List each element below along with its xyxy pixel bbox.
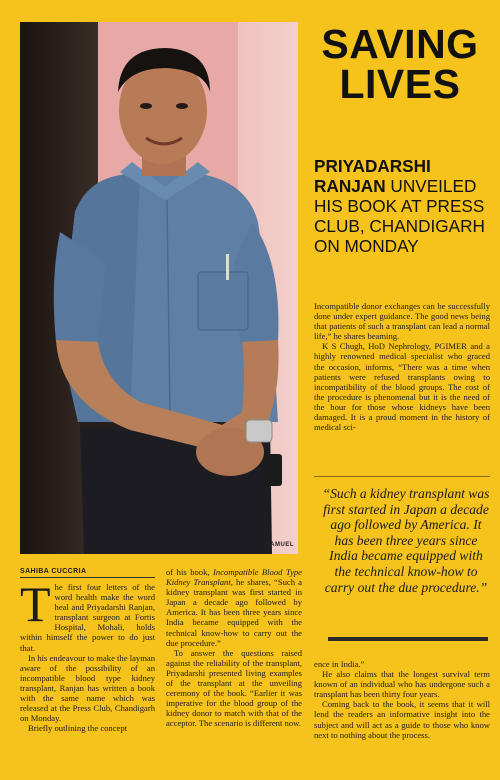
paragraph: Coming back to the book, it seems that it will lend the readers an informative insight into the subject and will act as a guide to those who know next to nothing about the process.	[314, 699, 490, 740]
drop-cap: T	[20, 576, 51, 632]
pull-quote-bar	[328, 637, 488, 641]
portrait-photo	[20, 22, 298, 554]
subheadline	[314, 156, 490, 256]
paragraph	[166, 567, 302, 648]
paragraph: To answer the questions raised against the reliability of the transplant, Priyadarshi presented living examples of the transplant at the unveiling ceremony of the book. “Earlier it was imperative for the blood group of the kidney donor to match with that of the acceptor. The scenario is different now.	[166, 647, 302, 729]
paragraph: Briefly outlining the concept	[28, 723, 128, 734]
subhead-rest: UNVEILED HIS BOOK AT PRESS CLUB, CHANDIGARH ON MONDAY	[314, 176, 485, 256]
paragraph: In his endeavour to make the layman aware of the possibility of an incompatible blood type kidney transplant, Ranjan has written a book with the same name which was released at the Press Club, Chandigarh on Monday.	[20, 652, 155, 724]
article-column-2	[166, 567, 302, 729]
article-column-3-bottom	[314, 659, 490, 740]
pull-quote: “Such a kidney transplant was first started in Japan a decade ago followed by America. It has been three years since India became equipped with the technical know-how to carry out the due procedure.”	[322, 486, 490, 595]
paragraph-text: , he shares, “Such a kidney transplant was first started in Japan a decade ago followed by America. It has been three years since India became equipped with the technical know-how to carry out the due procedure.”	[166, 577, 302, 648]
paragraph-text: he first four letters of the word health make the word heal and Priyadarshi Ranjan, transplant surgeon at Fortis Hospital, Mohali, holds within himself the power to do just that.	[20, 582, 155, 653]
paragraph: ence in India.”	[314, 659, 365, 669]
divider	[314, 476, 490, 477]
photo-credit: SAMUEL	[265, 542, 294, 548]
article-column-3-top	[314, 301, 490, 432]
headline	[312, 21, 488, 107]
book-title: Incompatible Blood Type Kidney Transplant	[166, 567, 302, 588]
paragraph: Incompatible donor exchanges can be successfully done under expert guidance. The good news being that patients of such a transplant can lead a normal life,” he shares beaming.	[314, 301, 490, 342]
headline-line-1: SAVING	[321, 21, 479, 67]
paragraph	[20, 576, 155, 653]
man-portrait-illustration	[20, 22, 298, 554]
byline: SAHIBA CUCCRIA	[20, 568, 155, 578]
headline-line-2: LIVES	[339, 61, 461, 107]
paragraph-text: of his book,	[166, 567, 214, 577]
paragraph: K S Chugh, HoD Nephrology, PGIMER and a highly renowned medical specialist who graced the occasion, informs, “There was a time when patients were refused transplants owing to incompatibility of the blood groups. The cost of the procedure is phenomenal but it is the need of the hour for those whose kidneys have been damaged. It is a proud moment in the history of medical sci-	[314, 341, 490, 433]
paragraph: He also claims that the longest survival term known of an individual who has undergone such a transplant has been thirty four years.	[314, 669, 490, 700]
subhead-name: PRIYADARSHI RANJAN	[314, 156, 431, 196]
article-column-1	[20, 576, 155, 734]
